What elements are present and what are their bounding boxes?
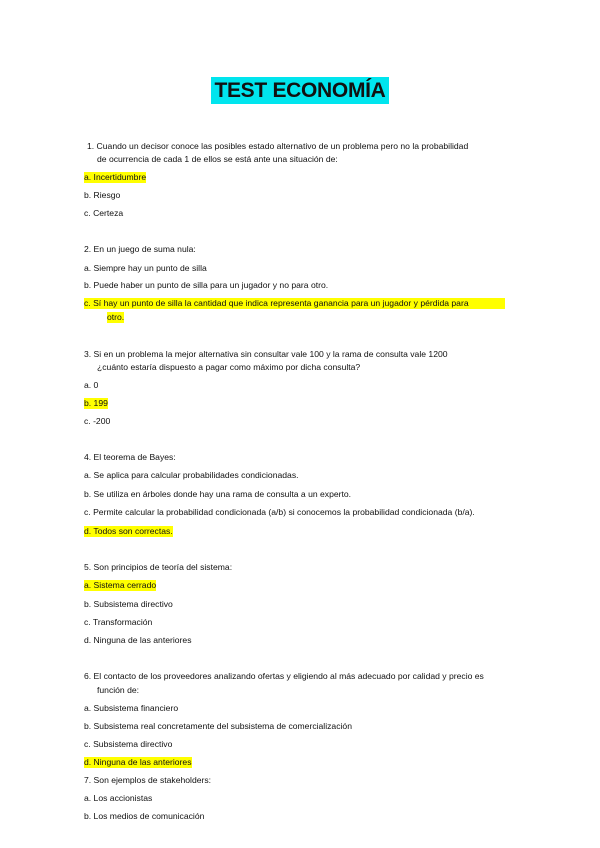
question-5-option-c: c. Transformación (84, 617, 153, 627)
question-4-option-d: d. Todos son correctas. (84, 526, 173, 536)
question-5-text: 5. Son principios de teoría del sistema: (84, 562, 233, 572)
question-4-option-a: a. Se aplica para calcular probabilidades condicionadas. (84, 470, 299, 480)
question-5-option-d: d. Ninguna de las anteriores (84, 635, 192, 645)
question-6-option-c: c. Subsistema directivo (84, 739, 173, 749)
question-6-option-b: b. Subsistema real concretamente del subsistema de comercialización (84, 721, 352, 731)
question-7-option-a: a. Los accionistas (84, 793, 153, 803)
question-1-text: 1. Cuando un decisor conoce las posibles estado alternativo de un problema pero no la probabilidad (87, 141, 469, 151)
question-6-option-a: a. Subsistema financiero (84, 703, 179, 713)
question-1-option-c: c. Certeza (84, 208, 124, 218)
question-5-option-b: b. Subsistema directivo (84, 599, 173, 609)
question-4-text: 4. El teorema de Bayes: (84, 452, 176, 462)
question-6-text-cont: función de: (97, 685, 140, 695)
question-2-option-c-cont: otro. (107, 312, 125, 322)
page-title: TEST ECONOMÍA (0, 79, 600, 103)
question-3-option-b: b. 199 (84, 398, 108, 408)
question-2-option-b: b. Puede haber un punto de silla para un jugador y no para otro. (84, 280, 329, 290)
question-3-text-cont: ¿cuánto estaría dispuesto a pagar como máximo por dicha consulta? (97, 362, 361, 372)
question-6-text: 6. El contacto de los proveedores analizando ofertas y eligiendo al más adecuado por calidad y precio es (84, 671, 484, 681)
question-3-option-c: c. -200 (84, 416, 111, 426)
question-7-option-b: b. Los medios de comunicación (84, 811, 205, 821)
question-2-option-c: c. Sí hay un punto de silla la cantidad que indica representa ganancia para un jugador y pérdida para (84, 298, 505, 309)
question-3-text: 3. Si en un problema la mejor alternativa sin consultar vale 100 y la rama de consulta vale 1200 (84, 349, 448, 359)
question-1-option-b: b. Riesgo (84, 190, 121, 200)
question-7-text: 7. Son ejemplos de stakeholders: (84, 775, 212, 785)
question-2-option-a: a. Siempre hay un punto de silla (84, 263, 207, 273)
question-2-text: 2. En un juego de suma nula: (84, 244, 196, 254)
question-5-option-a: a. Sistema cerrado (84, 580, 157, 590)
question-3-option-a: a. 0 (84, 380, 99, 390)
question-1-option-a: a. Incertidumbre (84, 172, 147, 182)
question-6-option-d: d. Ninguna de las anteriores (84, 757, 192, 767)
question-1-text-cont: de ocurrencia de cada 1 de ellos se está ante una situación de: (97, 154, 338, 164)
question-4-option-c: c. Permite calcular la probabilidad condicionada (a/b) si conocemos la probabilidad condicionada (b/a). (84, 507, 475, 517)
question-4-option-b: b. Se utiliza en árboles donde hay una rama de consulta a un experto. (84, 489, 352, 499)
